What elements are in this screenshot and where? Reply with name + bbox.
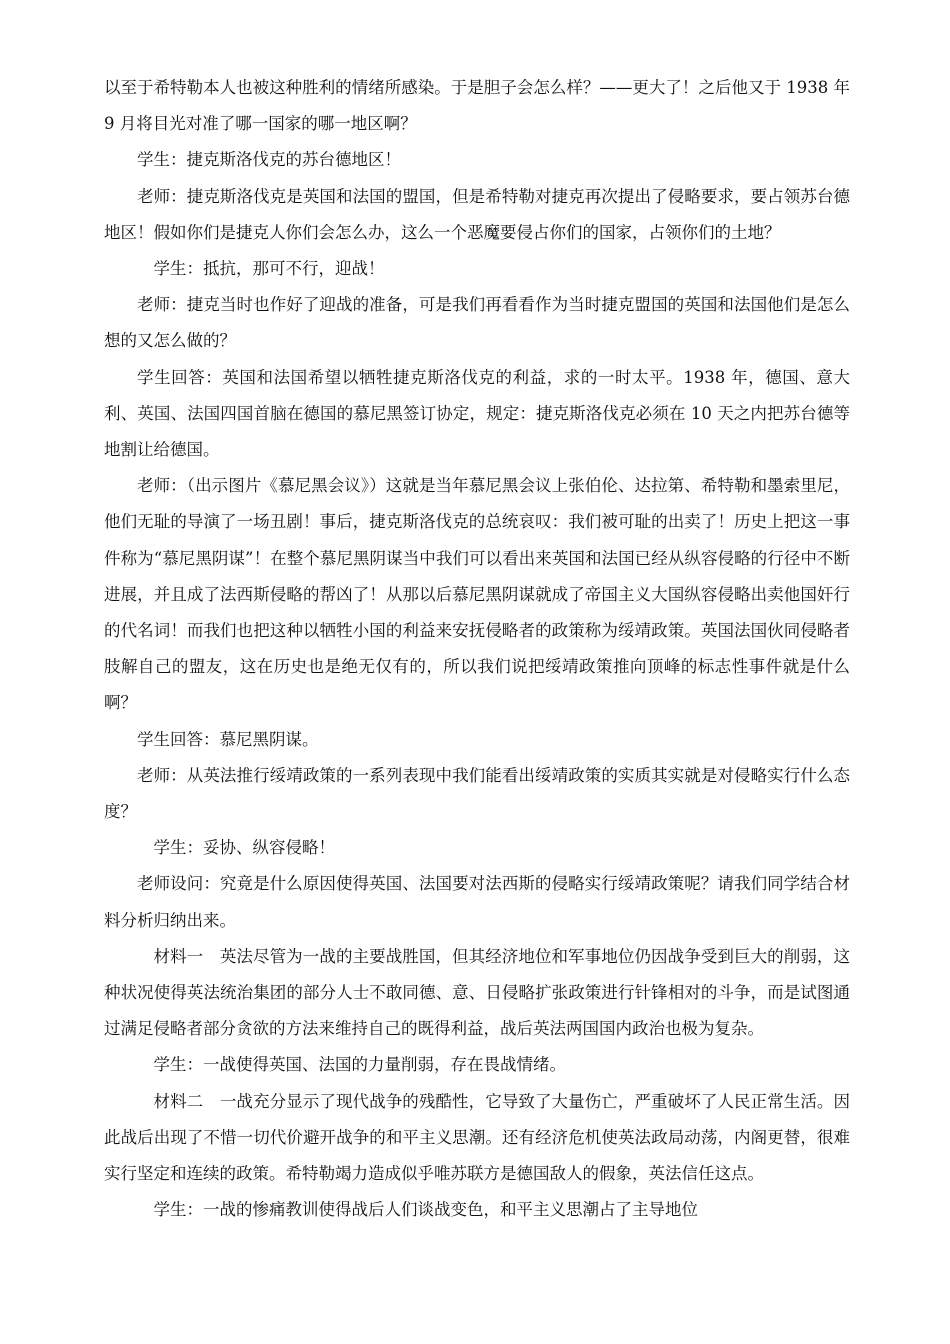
paragraph-teacher: 老师：（出示图片《慕尼黑会议》）这就是当年慕尼黑会议上张伯伦、达拉第、希特勒和墨索里尼，他们无耻的导演了一场丑剧！事后，捷克斯洛伐克的总统哀叹：我们被可耻的出卖了！历史上把这一事件称为“慕尼黑阴谋”！在整个慕尼黑阴谋当中我们可以看出来英国和法国已经从纵容侵略的行径中不断进展，并且成了法西斯侵略的帮凶了！从那以后慕尼黑阴谋就成了帝国主义大国纵容侵略出卖他国奸行的代名词！而我们也把这种以牺牲小国的利益来安抚侵略者的政策称为绥靖政策。英国法国伙同侵略者肢解自己的盟友，这在历史也是绝无仅有的，所以我们说把绥靖政策推向顶峰的标志性事件就是什么啊？ [104,476,850,713]
paragraph-continuation: 以至于希特勒本人也被这种胜利的情绪所感染。于是胆子会怎么样？——更大了！之后他又于 1938 年 9 月将目光对准了哪一国家的哪一地区啊？ [104,78,850,134]
paragraph-material-one: 材料一 英法尽管为一战的主要战胜国，但其经济地位和军事地位仍因战争受到巨大的削弱，这种状况使得英法统治集团的部分人士不敢同德、意、日侵略扩张政策进行针锋相对的斗争，而是试图通过满足侵略者部分贪欲的方法来维持自己的既得利益，战后英法两国国内政治也极为复杂。 [104,946,850,1039]
paragraph-teacher: 老师：捷克当时也作好了迎战的准备，可是我们再看看作为当时捷克盟国的英国和法国他们是怎么想的又怎么做的？ [104,295,850,351]
paragraph-teacher-question: 老师设问：究竟是什么原因使得英国、法国要对法西斯的侵略实行绥靖政策呢？请我们同学结合材料分析归纳出来。 [104,874,850,930]
paragraph-student-answer: 学生：捷克斯洛伐克的苏台德地区！ [137,150,401,170]
paragraph-student-answer: 学生：妥协、纵容侵略！ [153,838,335,858]
paragraph-teacher: 老师：捷克斯洛伐克是英国和法国的盟国，但是希特勒对捷克再次提出了侵略要求，要占领苏台德地区！假如你们是捷克人你们会怎么办，这么一个恶魔要侵占你们的国家，占领你们的土地？ [104,186,850,242]
paragraph-student-answer: 学生回答：英国和法国希望以牺牲捷克斯洛伐克的利益，求的一时太平。1938 年，德国、意大利、英国、法国四国首脑在德国的慕尼黑签订协定，规定：捷克斯洛伐克必须在 10 天之内把苏台德等地割让给德国。 [104,367,850,460]
paragraph-student-answer: 学生回答：慕尼黑阴谋。 [137,729,319,749]
paragraph-student-answer: 学生：一战的惨痛教训使得战后人们谈战变色，和平主义思潮占了主导地位 [153,1200,698,1220]
document-page [104,70,850,1229]
paragraph-material-two: 材料二 一战充分显示了现代战争的残酷性，它导致了大量伤亡，严重破坏了人民正常生活。因此战后出现了不惜一切代价避开战争的和平主义思潮。还有经济危机使英法政局动荡，内阁更替，很难实行坚定和连续的政策。希特勒竭力造成似乎唯苏联方是德国敌人的假象，英法信任这点。 [104,1091,850,1184]
paragraph-student-answer: 学生：一战使得英国、法国的力量削弱，存在畏战情绪。 [153,1055,566,1075]
paragraph-student-answer: 学生：抵抗，那可不行，迎战！ [153,259,385,279]
paragraph-teacher: 老师：从英法推行绥靖政策的一系列表现中我们能看出绥靖政策的实质其实就是对侵略实行什么态度？ [104,765,850,822]
